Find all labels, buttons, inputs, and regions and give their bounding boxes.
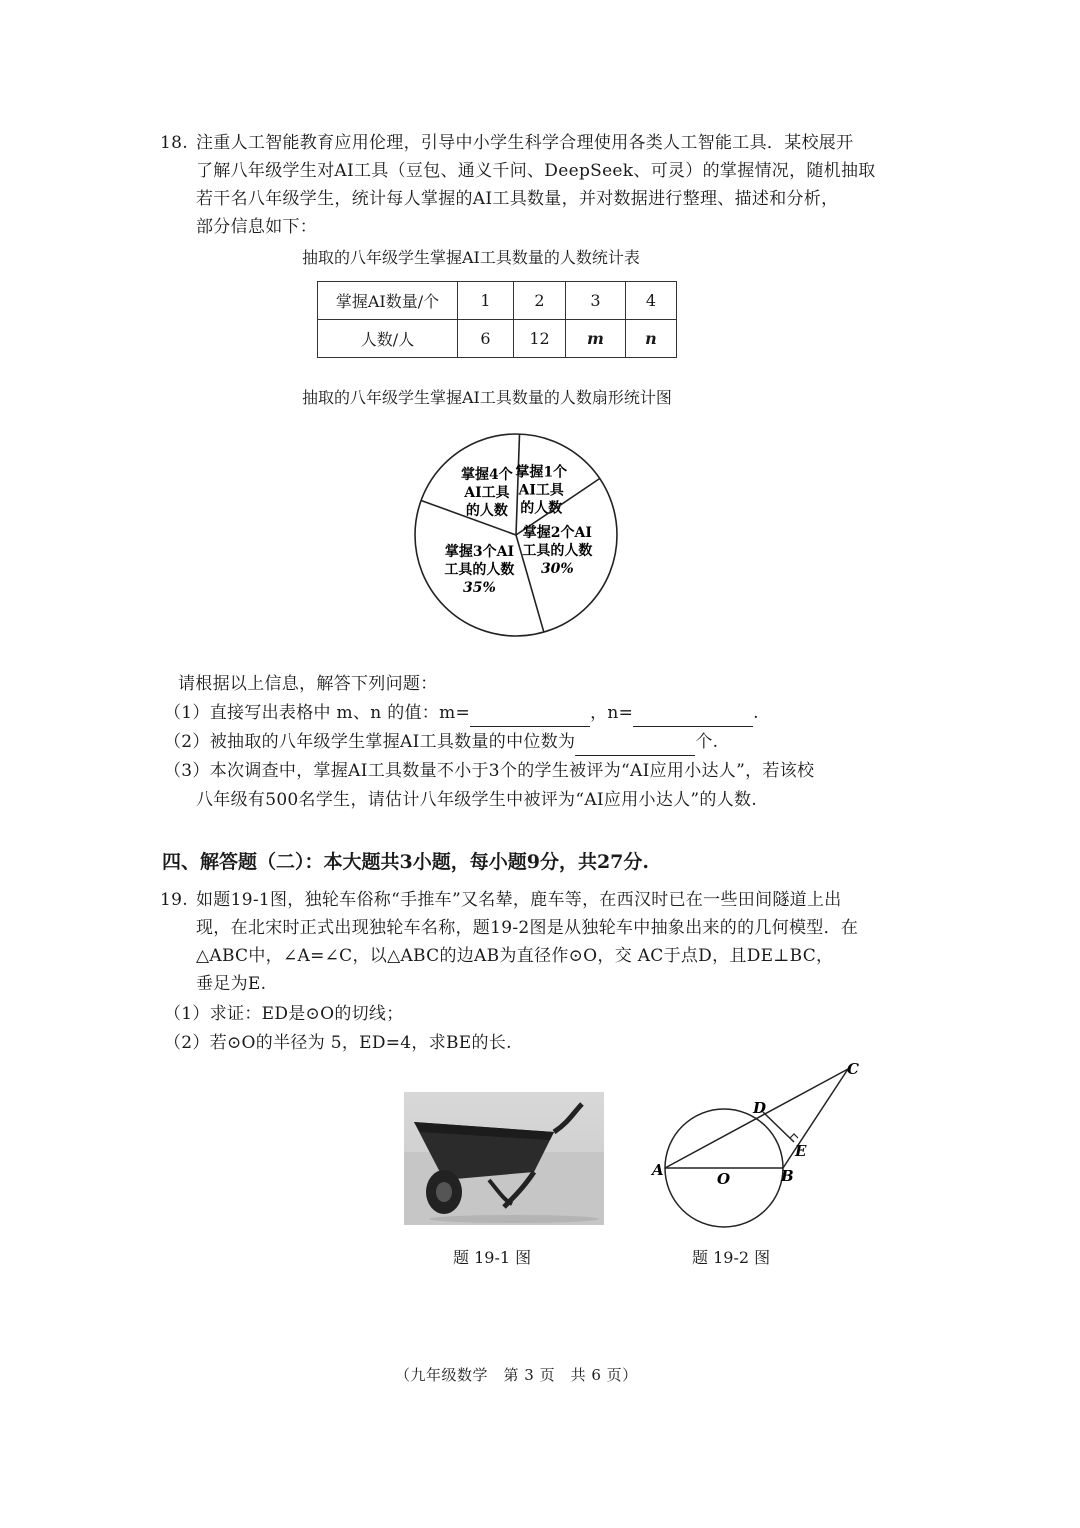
label-b: B <box>781 1167 794 1185</box>
table-row <box>318 282 677 320</box>
q19-line-4: 垂足为E. <box>196 974 267 994</box>
pie-title: 抽取的八年级学生掌握AI工具数量的人数扇形统计图 <box>302 388 672 407</box>
pie-slice-percent: 35% <box>463 580 496 597</box>
table-cell: m <box>566 320 626 358</box>
q19-line-1: 如题19-1图，独轮车俗称“手推车”又名辇，鹿车等，在西汉时已在一些田间隧道上出 <box>196 890 842 910</box>
table-header-cell: 2 <box>514 282 566 320</box>
pie-slice-label: 掌握3个AI <box>444 544 515 561</box>
q18-line-2: 了解八年级学生对AI工具（豆包、通义千问、DeepSeek、可灵）的掌握情况，随机抽取 <box>196 161 876 181</box>
segment-de <box>763 1112 794 1142</box>
wheelbarrow-photo <box>404 1092 604 1225</box>
pie-slice-label: 的人数 <box>520 500 563 517</box>
stat-table <box>317 281 677 358</box>
pie-slice-label: 工具的人数 <box>444 562 515 579</box>
table-row <box>318 320 677 358</box>
table-cell: 12 <box>514 320 566 358</box>
table-title: 抽取的八年级学生掌握AI工具数量的人数统计表 <box>302 248 640 267</box>
section-title: 四、解答题（二）：本大题共3小题，每小题9分，共27分. <box>162 851 649 873</box>
label-c: C <box>847 1060 859 1078</box>
q18-sub1-mid: ，n= <box>590 703 634 723</box>
q18-sub2 <box>164 728 718 756</box>
pie-slice-label: 的人数 <box>465 502 508 519</box>
pie-slice-label: 掌握2个AI <box>522 525 592 542</box>
q18-sub1-end: . <box>753 703 759 723</box>
q18-sub1-prefix: （1）直接写出表格中 m、n 的值：m= <box>164 703 471 723</box>
fig1-caption: 题 19-1 图 <box>453 1248 532 1267</box>
q19-sub2: （2）若⊙O的半径为 5，ED=4，求BE的长. <box>164 1033 512 1053</box>
pie-slice-label: 工具的人数 <box>522 543 593 560</box>
q19-line-2: 现，在北宋时正式出现独轮车名称，题19-2图是从独轮车中抽象出来的的几何模型．在 <box>196 918 859 938</box>
q19-line-3: △ABC中，∠A=∠C，以△ABC的边AB为直径作⊙O，交 AC于点D，且DE⊥BC， <box>196 946 834 966</box>
answer-blank-m[interactable] <box>470 706 590 727</box>
right-angle-mark <box>790 1134 798 1138</box>
q19-number: 19. <box>160 890 188 910</box>
table-header-label: 掌握AI数量/个 <box>318 282 458 320</box>
label-o: O <box>717 1170 731 1188</box>
pie-slice-label: 掌握4个 <box>461 466 513 483</box>
segment-bc <box>783 1069 848 1168</box>
label-a: A <box>652 1161 664 1179</box>
pie-chart <box>400 415 630 655</box>
answer-blank-n[interactable] <box>633 706 753 727</box>
label-d: D <box>753 1099 767 1117</box>
fig2-caption: 题 19-2 图 <box>692 1248 771 1267</box>
geometry-figure <box>650 1055 880 1230</box>
table-header-cell: 3 <box>566 282 626 320</box>
pie-slice-percent: 30% <box>540 561 574 578</box>
q18-sub3-line-2: 八年级有500名学生，请估计八年级学生中被评为“AI应用小达人”的人数. <box>196 790 758 810</box>
pie-slice-label: 掌握1个 <box>515 464 568 481</box>
q18-sub1 <box>164 699 759 727</box>
table-cell: n <box>626 320 677 358</box>
label-e: E <box>795 1142 807 1160</box>
table-header-cell: 1 <box>458 282 514 320</box>
q18-line-3: 若干名八年级学生，统计每人掌握的AI工具数量，并对数据进行整理、描述和分析， <box>196 189 839 209</box>
table-cell: 6 <box>458 320 514 358</box>
q18-number: 18. <box>160 133 188 153</box>
answer-blank-median[interactable] <box>575 735 695 756</box>
q18-sub2-end: 个. <box>695 732 719 752</box>
pie-slice-label: AI工具 <box>464 484 510 501</box>
q18-sub3-line-1: （3）本次调查中，掌握AI工具数量不小于3个的学生被评为“AI应用小达人”，若该校 <box>164 761 815 781</box>
pie-slice-label: AI工具 <box>518 482 564 499</box>
page-footer: （九年级数学 第 3 页 共 6 页） <box>395 1366 638 1384</box>
table-header-cell: 4 <box>626 282 677 320</box>
q18-line-1: 注重人工智能教育应用伦理，引导中小学生科学合理使用各类人工智能工具．某校展开 <box>196 133 854 153</box>
q18-line-4: 部分信息如下： <box>196 217 318 237</box>
questions-intro: 请根据以上信息，解答下列问题： <box>178 674 438 694</box>
table-row-label: 人数/人 <box>318 320 458 358</box>
q18-sub2-prefix: （2）被抽取的八年级学生掌握AI工具数量的中位数为 <box>164 732 576 752</box>
q19-sub1: （1）求证：ED是⊙O的切线； <box>164 1004 404 1024</box>
